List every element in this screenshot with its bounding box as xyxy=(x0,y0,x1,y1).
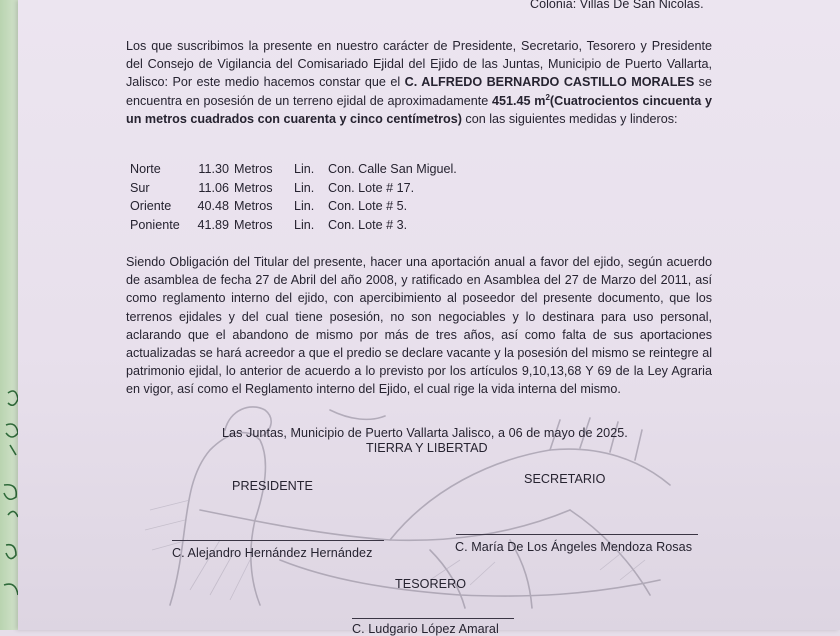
boundary-direction: Sur xyxy=(130,180,150,195)
boundary-lin: Lin. xyxy=(294,199,315,213)
president-title: PRESIDENTE xyxy=(232,479,313,493)
boundary-length: 40.48 xyxy=(197,199,229,213)
intro-text-1: Los que suscribimos la presente en nuestro carácter de Presidente, Secretario, Tesorero y Presidente del Consejo de Vigilancia del Comisariado Ejidal del Ejido de las Juntas, Municipio de Puerto Vallarta, Jalisco: Por este medio hacemos constar que el xyxy=(126,39,712,90)
boundary-length: 11.30 xyxy=(198,162,229,176)
boundary-lin: Lin. xyxy=(294,162,315,176)
treasurer-title: TESORERO xyxy=(395,577,467,591)
secretary-title: SECRETARIO xyxy=(524,472,606,486)
president-name: C. Alejandro Hernández Hernández xyxy=(172,546,373,560)
boundary-neighbor: Con. Lote # 5. xyxy=(328,199,408,213)
area-number: 451.45 m xyxy=(492,93,546,108)
place-date: Las Juntas, Municipio de Puerto Vallarta Jalisco, a 06 de mayo de 2025. xyxy=(222,426,628,440)
header-colonia: Colonia: Villas De San Nicolas. xyxy=(530,0,704,11)
holder-name: C. ALFREDO BERNARDO CASTILLO MORALES xyxy=(404,75,695,90)
table-row xyxy=(128,199,457,218)
intro-text-3: con las siguientes medidas y linderos: xyxy=(461,111,678,126)
treasurer-signature-line xyxy=(352,618,514,619)
area-words: (Cuatrocientos cincuenta y un metros cuadrados con cuarenta y cinco centímetros) xyxy=(126,93,712,126)
secretary-signature-line xyxy=(456,534,698,535)
boundary-lin: Lin. xyxy=(294,180,315,195)
intro-text-2: se encuentra en posesión de un terreno ejidal de aproximadamente xyxy=(126,75,712,108)
boundaries-table xyxy=(128,162,457,236)
boundary-lin: Lin. xyxy=(294,217,315,232)
boundary-direction: Poniente xyxy=(130,217,180,232)
table-row xyxy=(128,218,457,237)
intro-paragraph xyxy=(126,37,712,128)
boundary-length: 11.06 xyxy=(198,180,229,195)
boundary-direction: Norte xyxy=(130,162,161,176)
table-row xyxy=(128,162,457,181)
president-signature-line xyxy=(172,540,384,541)
boundary-unit: Metros xyxy=(234,199,273,213)
boundary-unit: Metros xyxy=(234,180,273,195)
boundary-neighbor: Con. Calle San Miguel. xyxy=(328,162,457,176)
boundary-length: 41.89 xyxy=(197,217,229,232)
treasurer-name: C. Ludgario López Amaral xyxy=(352,622,499,636)
area-superscript: 2 xyxy=(545,92,550,102)
secretary-name: C. María De Los Ángeles Mendoza Rosas xyxy=(455,540,693,554)
boundary-neighbor: Con. Lote # 3. xyxy=(328,217,408,232)
motto: TIERRA Y LIBERTAD xyxy=(366,441,488,455)
boundary-unit: Metros xyxy=(234,217,273,232)
boundary-neighbor: Con. Lote # 17. xyxy=(328,180,415,195)
table-row xyxy=(128,181,457,200)
boundary-direction: Oriente xyxy=(130,199,172,213)
boundary-unit: Metros xyxy=(234,162,273,176)
obligation-paragraph: Siendo Obligación del Titular del presente, hacer una aportación anual a favor del ejido, según acuerdo de asamblea de fecha 27 de Abril del año 2008, y ratificado en Asamblea del 27 de Marzo del 2011, así como reglamento interno del ejido, con apercibimiento al poseedor del presente documento, que los terrenos ejidales y del cual tiene posesión, no son negociables y lo destinara para uso personal, aclarando que el abandono de mismo por más de tres años, así como falta de sus aportaciones actualizadas se hará acreedor a que el predio se declare vacante y la posesión del mismo se reintegre al patrimonio ejidal, lo anterior de acuerdo a lo previsto por los artículos 9,10,13,68 Y 69 de la Ley Agraria en vigor, así como el Reglamento interno del Ejido, el cual rige la vida interna del mismo. xyxy=(126,255,712,397)
